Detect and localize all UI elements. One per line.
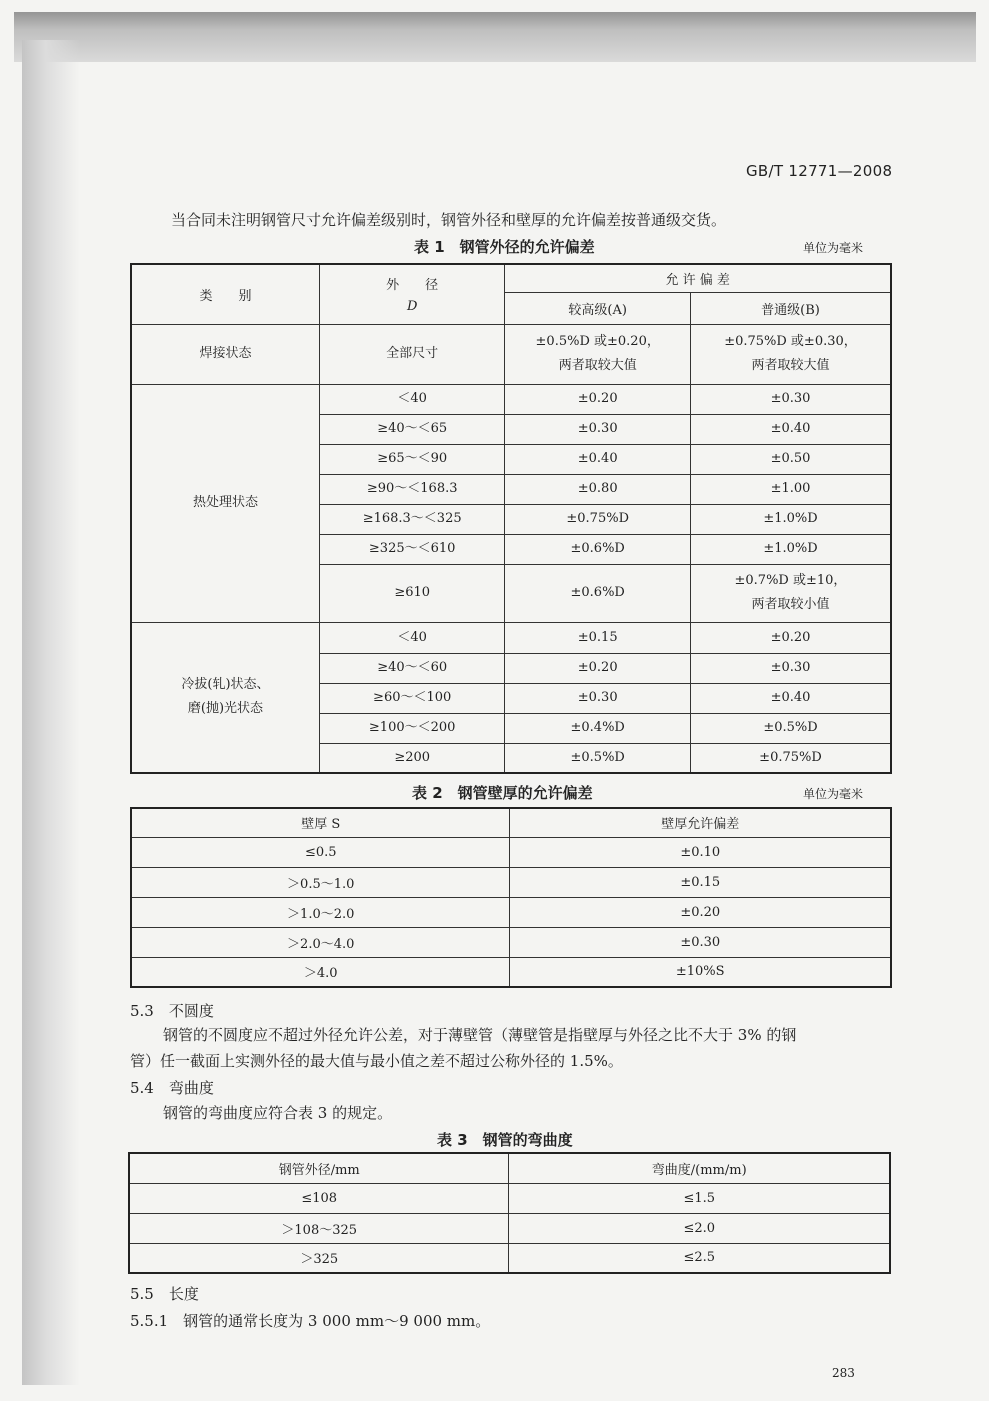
section-5-4-body: 钢管的弯曲度应符合表 3 的规定。 [163,1104,393,1122]
table2-cell-wall: ＞4.0 [131,957,510,987]
table3-cell-bend: ≤2.0 [509,1213,890,1243]
table-row [131,897,891,927]
table2-cell-tolerance: ±0.20 [510,897,891,927]
table1-cell-grade-b: ±1.00 [690,474,891,504]
table1-cell-grade-b: ±0.40 [690,414,891,444]
table1-cell-grade-a: ±0.5%D 或±0.20， 两者取较大值 [505,324,691,384]
section-5-3-body-line2: 管）任一截面上实测外径的最大值与最小值之差不超过公称外径的 1.5%。 [130,1052,623,1070]
table1-cell-od: ≥168.3～＜325 [319,504,504,534]
scan-top-shadow [14,12,976,62]
header-grade-b: 普通级(B) [690,292,891,324]
table1-cell-grade-b: ±1.0%D [690,504,891,534]
table1-cell-grade-a: ±0.6%D [505,534,691,564]
header-tolerance: 允 许 偏 差 [505,264,891,292]
table2-header-wall: 壁厚 S [131,808,510,837]
table-row [131,927,891,957]
table1-cell-grade-a: ±0.30 [505,414,691,444]
table1-cell-od: ≥100～＜200 [319,713,504,743]
table2-cell-tolerance: ±10%S [510,957,891,987]
table1-cell-grade-a: ±0.20 [505,384,691,414]
table2-cell-wall: ＞2.0～4.0 [131,927,510,957]
table1-cell-od: ＜40 [319,384,504,414]
table2-caption: 表 2 钢管壁厚的允许偏差 [412,784,593,802]
table1-cell-od: ≥65～＜90 [319,444,504,474]
table3-cell-od: ＞325 [129,1243,509,1273]
table2-header-tolerance: 壁厚允许偏差 [510,808,891,837]
table3-header-bend: 弯曲度/(mm/m) [509,1153,890,1183]
table1-category: 焊接状态 [131,324,319,384]
table1-unit: 单位为毫米 [803,241,864,255]
table3-header-od: 钢管外径/mm [129,1153,509,1183]
table-row [131,957,891,987]
header-od-label: 外 径 [386,278,439,294]
intro-paragraph: 当合同未注明钢管尺寸允许偏差级别时，钢管外径和壁厚的允许偏差按普通级交货。 [171,211,727,229]
table1-cell-grade-a: ±0.5%D [505,743,691,773]
table1-cell-grade-b: ±0.40 [690,683,891,713]
table1-cell-grade-a: ±0.6%D [505,564,691,622]
table1-category: 冷拔(轧)状态、 磨(抛)光状态 [131,622,319,773]
table1-cell-od: ≥60～＜100 [319,683,504,713]
table-row [131,622,891,653]
table3-cell-bend: ≤2.5 [509,1243,890,1273]
table2-cell-wall: ＞0.5～1.0 [131,867,510,897]
table-row [129,1183,890,1213]
table1-cell-od: 全部尺寸 [319,324,504,384]
table2-wall-tolerance [130,807,892,988]
table1-cell-od: ≥610 [319,564,504,622]
section-5-3-title: 5.3 不圆度 [130,1002,214,1020]
header-od-symbol: D [406,299,418,315]
section-5-5-title: 5.5 长度 [130,1285,199,1303]
table-row [131,867,891,897]
section-5-3-body-line1: 钢管的不圆度应不超过外径允许公差，对于薄壁管（薄壁管是指壁厚与外径之比不大于 3% 的钢 [163,1026,797,1044]
table1-cell-grade-a: ±0.20 [505,653,691,683]
table1-cell-od: ≥200 [319,743,504,773]
table3-caption: 表 3 钢管的弯曲度 [437,1131,573,1149]
table2-cell-tolerance: ±0.10 [510,837,891,867]
table2-cell-tolerance: ±0.15 [510,867,891,897]
table3-cell-od: ＞108～325 [129,1213,509,1243]
table-row [131,384,891,414]
table1-od-tolerance [130,263,892,774]
table-row [131,837,891,867]
table1-cell-od: ≥40～＜65 [319,414,504,444]
table1-cell-grade-b: ±0.7%D 或±10， 两者取较小值 [690,564,891,622]
table1-cell-od: ＜40 [319,622,504,653]
table2-cell-wall: ＞1.0～2.0 [131,897,510,927]
table1-cell-grade-a: ±0.15 [505,622,691,653]
page-number: 283 [832,1366,855,1380]
table1-cell-grade-a: ±0.75%D [505,504,691,534]
table1-cell-grade-b: ±0.50 [690,444,891,474]
table2-cell-tolerance: ±0.30 [510,927,891,957]
table1-cell-grade-b: ±0.30 [690,384,891,414]
table2-cell-wall: ≤0.5 [131,837,510,867]
table1-cell-grade-a: ±0.30 [505,683,691,713]
header-grade-a: 较高级(A) [505,292,691,324]
table1-cell-grade-a: ±0.40 [505,444,691,474]
table1-cell-grade-a: ±0.4%D [505,713,691,743]
table1-cell-grade-b: ±0.5%D [690,713,891,743]
table3-cell-od: ≤108 [129,1183,509,1213]
table-row [129,1243,890,1273]
table-row [129,1213,890,1243]
header-od [319,264,504,324]
table1-category: 热处理状态 [131,384,319,622]
table1-cell-grade-b: ±0.75%D 或±0.30， 两者取较大值 [690,324,891,384]
table1-cell-grade-a: ±0.80 [505,474,691,504]
table1-cell-grade-b: ±0.30 [690,653,891,683]
standard-number: GB/T 12771—2008 [746,162,893,180]
table1-caption: 表 1 钢管外径的允许偏差 [414,238,595,256]
section-5-5-1-body: 5.5.1 钢管的通常长度为 3 000 mm～9 000 mm。 [130,1312,491,1330]
table3-bending [128,1152,891,1274]
table1-cell-grade-b: ±0.75%D [690,743,891,773]
table2-unit: 单位为毫米 [803,787,864,801]
table-row [131,324,891,384]
table1-cell-grade-b: ±1.0%D [690,534,891,564]
table1-cell-od: ≥40～＜60 [319,653,504,683]
table1-cell-grade-b: ±0.20 [690,622,891,653]
table3-cell-bend: ≤1.5 [509,1183,890,1213]
section-5-4-title: 5.4 弯曲度 [130,1079,214,1097]
table1-cell-od: ≥90～＜168.3 [319,474,504,504]
header-category: 类 别 [131,264,319,324]
table1-cell-od: ≥325～＜610 [319,534,504,564]
scan-binding-shadow [22,40,80,1385]
